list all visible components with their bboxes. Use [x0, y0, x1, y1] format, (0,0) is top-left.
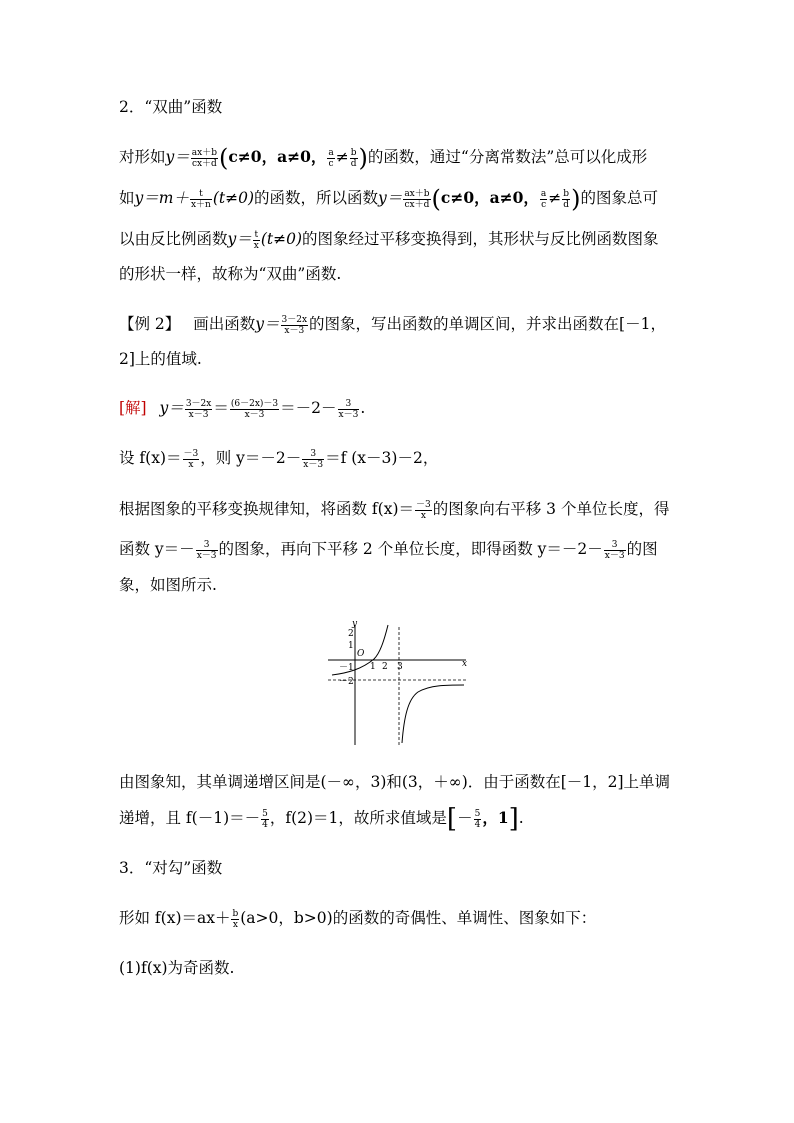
paragraph-1-line-4: 的形状一样，故称为“双曲”函数. — [119, 265, 342, 283]
section-2-title: 2．“双曲”函数 — [119, 98, 223, 116]
fraction: $\frac{5}{4}$ — [262, 808, 268, 830]
y-tick-2: 2 — [348, 629, 354, 639]
y-tick-minus-1: －1 — [339, 663, 354, 673]
x-tick-2: 2 — [382, 662, 388, 672]
curve-right-branch — [402, 685, 464, 743]
x-axis-label: x — [462, 659, 468, 669]
fraction: $\frac{t}{x}$ — [253, 229, 259, 251]
fraction: $\frac{ax+b}{cx+d}$ — [404, 188, 430, 210]
translation-line-1: 根据图象的平移变换规律知，将函数 f(x)＝ $\frac{-3}{x}$ 的图象向右平移 3 个单位长度，得 — [119, 499, 670, 521]
y-tick-minus-2: －2 — [339, 677, 354, 687]
section-3-title: 3．“对勾”函数 — [119, 859, 223, 877]
fraction: $\frac{3}{x-3}$ — [604, 539, 625, 561]
hyperbola-graph — [318, 617, 478, 752]
fraction: $\frac{3}{x-3}$ — [303, 448, 324, 470]
conclusion-line-2: 递增，且 f(－1)＝－ $\frac{5}{4}$ ，f(2)＝1，故所求值域是[－ $\frac{5}{4}$ ，1]. — [119, 804, 524, 834]
origin-label: O — [357, 649, 365, 659]
x-tick-3: 3 — [397, 662, 403, 672]
fraction: $\frac{t}{x+n}$ — [190, 188, 211, 210]
fraction: $\frac{a}{c}$ — [540, 188, 547, 210]
fraction: $\frac{-3}{x}$ — [183, 448, 199, 470]
solution-label: [解] — [119, 399, 147, 417]
solution-line-1: [解] y＝ $\frac{3-2x}{x-3}$ ＝ $\frac{(6-2x)-3}{x-3}$ ＝－2－ $\frac{3}{x-3}$ . — [119, 398, 366, 420]
fraction: $\frac{b}{x}$ — [232, 908, 239, 930]
paragraph-1-line-1: 对形如y＝ $\frac{ax+b}{cx+d}$ (c≠0，a≠0， $\frac{a}{c}$ ≠ $\frac{b}{d}$ )的函数，通过“分离常数法”总可以化成形 — [119, 144, 648, 172]
fraction: $\frac{a}{c}$ — [328, 147, 334, 169]
y-axis-label: y — [352, 619, 358, 629]
fraction: $\frac{b}{d}$ — [350, 147, 357, 169]
x-tick-1: 1 — [370, 662, 376, 672]
paragraph-1-line-3: 以由反比例函数y＝ $\frac{t}{x}$ (t≠0)的图象经过平移变换得到，其形状与反比例函数图象 — [119, 229, 659, 251]
fraction: $\frac{5}{4}$ — [474, 808, 481, 830]
fraction: $\frac{3}{x-3}$ — [338, 398, 359, 420]
fraction: $\frac{b}{d}$ — [563, 188, 570, 210]
translation-line-3: 象，如图所示. — [119, 576, 217, 594]
example-2-line-2: 2]上的值域. — [119, 350, 202, 368]
paragraph-1-line-2: 如y＝m＋ $\frac{t}{x+n}$ (t≠0)的函数，所以函数y＝ $\frac{ax+b}{cx+d}$ (c≠0，a≠0， $\frac{a}{c}$ ≠ $\frac{b}{d}$ )的图象总可 — [119, 185, 658, 213]
example-2-line-1: 【例 2】 画出函数y＝ $\frac{3-2x}{x-3}$ 的图象，写出函数的单调区间，并求出函数在[－1， — [119, 314, 666, 336]
fraction: $\frac{(6-2x)-3}{x-3}$ — [230, 398, 279, 420]
paragraph-3-line-1: 形如 f(x)＝ax＋ $\frac{b}{x}$ (a>0，b>0)的函数的奇偶性、单调性、图象如下： — [119, 908, 597, 930]
paragraph-4-line-1: (1)f(x)为奇函数. — [119, 959, 235, 977]
set-function-line: 设 f(x)＝ $\frac{-3}{x}$ ，则 y＝－2－ $\frac{3}{x-3}$ ＝f (x－3)－2， — [119, 448, 439, 470]
fraction: $\frac{3}{x-3}$ — [196, 539, 217, 561]
fraction: $\frac{3-2x}{x-3}$ — [281, 314, 308, 336]
fraction: $\frac{-3}{x}$ — [416, 499, 431, 521]
example-label: 【例 2】 — [119, 315, 181, 333]
translation-line-2: 函数 y＝－ $\frac{3}{x-3}$ 的图象，再向下平移 2 个单位长度，即得函数 y＝－2－ $\frac{3}{x-3}$ 的图 — [119, 539, 658, 561]
y-tick-1: 1 — [348, 641, 354, 651]
fraction: $\frac{ax+b}{cx+d}$ — [191, 147, 217, 169]
conclusion-line-1: 由图象知，其单调递增区间是(－∞，3)和(3，＋∞)．由于函数在[－1，2]上单调 — [119, 773, 671, 791]
fraction: $\frac{3-2x}{x-3}$ — [185, 398, 212, 420]
